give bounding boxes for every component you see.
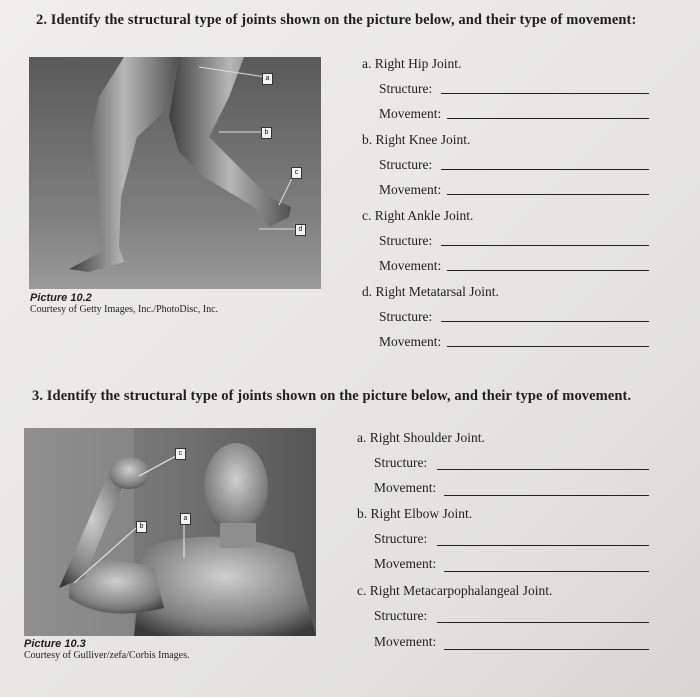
marker-b: b xyxy=(136,521,147,533)
marker-a: a xyxy=(180,513,191,525)
q2-item-d-heading: d. Right Metatarsal Joint. xyxy=(362,284,499,299)
q2-item-b-movement-label: Movement: xyxy=(379,182,442,197)
q3-item-c-heading: c. Right Metacarpophalangeal Joint. xyxy=(357,583,553,598)
marker-c: c xyxy=(291,167,302,179)
q3-item-c-structure-label: Structure: xyxy=(374,608,428,623)
bodybuilder-photo xyxy=(24,428,316,636)
q2-item-b-structure-label: Structure: xyxy=(379,157,433,172)
photo-credit: Courtesy of Gulliver/zefa/Corbis Images. xyxy=(24,650,190,661)
legs-photo xyxy=(29,57,321,289)
q2-item-d-movement-label: Movement: xyxy=(379,334,442,349)
q3-item-c-movement-label: Movement: xyxy=(374,634,437,649)
q3-item-a-movement-label: Movement: xyxy=(374,480,437,495)
marker-a: a xyxy=(262,73,273,85)
q3-item-c-structure-answer[interactable] xyxy=(437,622,649,623)
q3-item-b-structure-answer[interactable] xyxy=(437,545,649,546)
q2-item-c-movement-label: Movement: xyxy=(379,258,442,273)
q2-item-a-movement-answer[interactable] xyxy=(447,118,649,119)
question-2-title: 2. Identify the structural type of joints shown on the picture below, and their type of movement: xyxy=(36,12,637,28)
q3-item-b-movement-label: Movement: xyxy=(374,556,437,571)
q2-item-c-movement-answer[interactable] xyxy=(447,270,649,271)
q3-item-a-structure-answer[interactable] xyxy=(437,469,649,470)
photo-credit: Courtesy of Getty Images, Inc./PhotoDisc, Inc. xyxy=(30,304,219,315)
q2-item-b-heading: b. Right Knee Joint. xyxy=(362,132,471,147)
q2-item-d-movement-answer[interactable] xyxy=(447,346,649,347)
bodybuilder-illustration xyxy=(24,428,316,636)
q2-item-b-movement-answer[interactable] xyxy=(447,194,649,195)
picture-10-2-caption xyxy=(30,292,218,315)
q2-item-a-structure-label: Structure: xyxy=(379,81,433,96)
picture-10-3-caption xyxy=(24,638,190,661)
q3-item-a-movement-answer[interactable] xyxy=(444,495,649,496)
q2-item-b-structure-answer[interactable] xyxy=(441,169,649,170)
q2-item-a-heading: a. Right Hip Joint. xyxy=(362,56,462,71)
picture-label: Picture 10.3 xyxy=(24,638,86,650)
legs-illustration xyxy=(29,57,321,289)
marker-c: c xyxy=(175,448,186,460)
q3-item-b-structure-label: Structure: xyxy=(374,531,428,546)
marker-b: b xyxy=(261,127,272,139)
q2-item-c-structure-label: Structure: xyxy=(379,233,433,248)
q3-item-a-structure-label: Structure: xyxy=(374,455,428,470)
q3-item-c-movement-answer[interactable] xyxy=(444,649,649,650)
q3-item-b-movement-answer[interactable] xyxy=(444,571,649,572)
q2-item-c-structure-answer[interactable] xyxy=(441,245,649,246)
q3-item-b-heading: b. Right Elbow Joint. xyxy=(357,506,473,521)
q3-item-a-heading: a. Right Shoulder Joint. xyxy=(357,430,485,445)
q2-item-d-structure-label: Structure: xyxy=(379,309,433,324)
q2-item-d-structure-answer[interactable] xyxy=(441,321,649,322)
q2-item-a-structure-answer[interactable] xyxy=(441,93,649,94)
marker-d: d xyxy=(295,224,306,236)
question-3-title: 3. Identify the structural type of joints shown on the picture below, and their type of movement. xyxy=(32,388,632,404)
q2-item-c-heading: c. Right Ankle Joint. xyxy=(362,208,474,223)
picture-label: Picture 10.2 xyxy=(30,292,92,304)
q2-item-a-movement-label: Movement: xyxy=(379,106,442,121)
